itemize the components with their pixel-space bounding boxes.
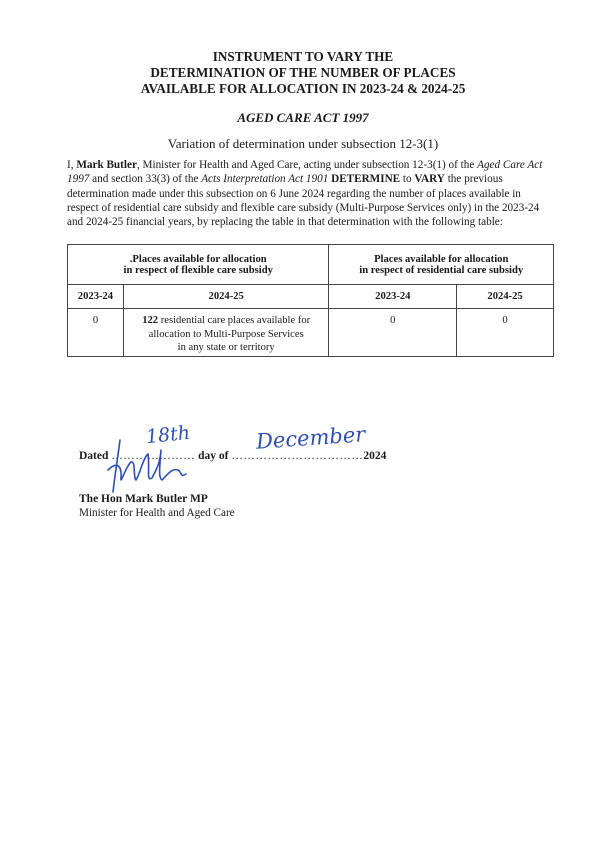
year-header: 2023-24 [68, 285, 124, 309]
interpretation-act-reference: Acts Interpretation Act 1901 [201, 173, 329, 186]
residential-care-header: Places available for allocation in respect of residential care subsidy [329, 245, 554, 285]
dated-line: Dated ………………… day of ……………………………2024 [79, 450, 387, 462]
table-cell: 0 [68, 309, 124, 357]
document-title [0, 49, 606, 97]
minister-name: Mark Butler [76, 159, 137, 171]
determination-paragraph: I, Mark Butler, Minister for Health and Aged Care, acting under subsection 12-3(1) of the Aged Care Act 1997 and section 33(3) of the Acts Interpretation Act 1901 DETERMINE to VARY the previous determination made under this subsection on 6 June 2024 regarding the number of places available in respect of residential care subsidy and flexible care subsidy (Multi-Purpose Services only) in the 2023-24 and 2024-25 financial years, by replacing the table in that determination with the following table: [67, 159, 543, 229]
table-row [68, 309, 554, 357]
year-header: 2023-24 [329, 285, 457, 309]
determine-keyword: DETERMINE [331, 173, 401, 186]
year-header: 2024-25 [123, 285, 329, 309]
title-line: INSTRUMENT TO VARY THE [212, 49, 394, 64]
signatory-role: Minister for Health and Aged Care [79, 507, 235, 519]
table-cell: 0 [457, 309, 554, 357]
signatory-name: The Hon Mark Butler MP [79, 493, 208, 505]
table-cell: 122 residential care places available for allocation to Multi-Purpose Services in any state or territory [123, 309, 329, 357]
signature-mark [98, 434, 198, 496]
handwritten-day: 18th [144, 421, 192, 449]
table-year-row [68, 285, 554, 309]
year-header: 2024-25 [457, 285, 554, 309]
title-line: DETERMINATION OF THE NUMBER OF PLACES [150, 65, 456, 80]
vary-keyword: VARY [414, 173, 445, 186]
flexible-care-header: .Places available for allocation in respect of flexible care subsidy [68, 245, 329, 285]
title-line: AVAILABLE FOR ALLOCATION IN 2023-24 & 2024-25 [140, 81, 466, 96]
table-cell: 0 [329, 309, 457, 357]
places-table [67, 244, 554, 357]
handwritten-month: December [255, 422, 366, 454]
act-heading: AGED CARE ACT 1997 [237, 110, 369, 125]
variation-subtitle: Variation of determination under subsection 12-3(1) [167, 136, 439, 151]
table-header-row [68, 245, 554, 285]
act-reference: Aged Care Act 1997 [67, 159, 543, 186]
